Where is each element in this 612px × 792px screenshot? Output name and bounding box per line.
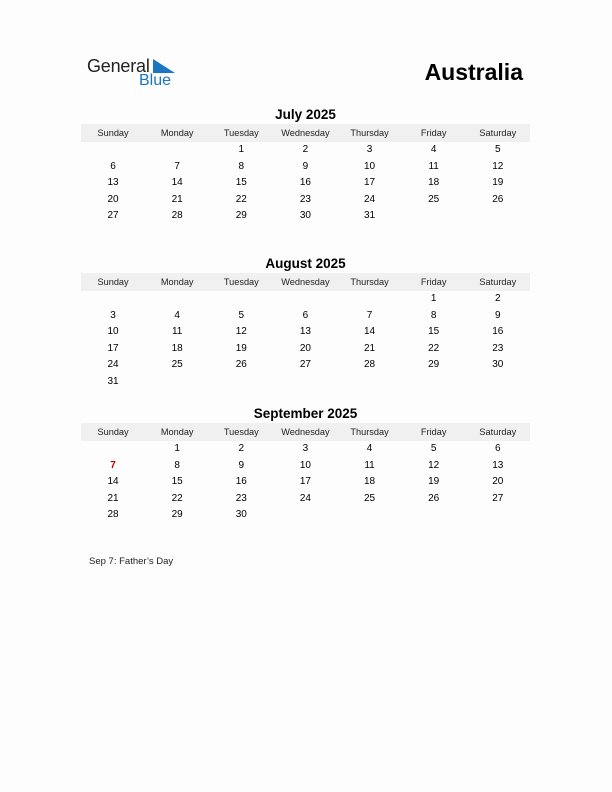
weekday-label: Tuesday — [223, 128, 259, 138]
day-cell — [338, 374, 402, 391]
day-cell — [338, 291, 402, 308]
day-cell: 2 — [302, 144, 309, 155]
weekday-label: Sunday — [97, 427, 129, 437]
day-cell: 11 — [364, 459, 375, 471]
weekday-label: Thursday — [350, 427, 389, 437]
day-cell: 9 — [495, 309, 501, 321]
day-cell: 10 — [299, 459, 311, 471]
week-row — [81, 357, 530, 374]
week-row — [81, 291, 530, 308]
day-cell: 6 — [302, 309, 309, 321]
logo-general: General — [87, 56, 150, 76]
day-cell: 28 — [364, 359, 376, 371]
weekday-label: Sunday — [97, 128, 129, 138]
day-cell: 30 — [299, 210, 311, 222]
day-cell: 30 — [492, 359, 504, 371]
weekday-label: Thursday — [350, 277, 389, 287]
month-title: August 2025 — [265, 256, 346, 271]
day-cell: 7 — [110, 459, 116, 471]
day-cell: 13 — [492, 459, 504, 471]
day-cell: 8 — [430, 309, 437, 321]
day-cell — [145, 291, 209, 308]
day-cell: 26 — [235, 359, 247, 371]
day-cell — [273, 291, 337, 308]
day-cell: 24 — [299, 492, 311, 504]
weekday-label: Tuesday — [223, 427, 259, 437]
weekday-header — [81, 124, 530, 142]
day-cell: 19 — [235, 342, 247, 354]
day-cell: 10 — [364, 160, 376, 172]
month-title: July 2025 — [275, 107, 336, 122]
day-cell: 16 — [235, 476, 247, 488]
month-grid — [81, 273, 530, 391]
week-row — [81, 458, 530, 475]
day-cell: 1 — [430, 293, 437, 304]
day-cell: 14 — [364, 326, 376, 338]
day-cell — [402, 374, 466, 391]
day-cell: 13 — [299, 326, 311, 338]
day-cell: 6 — [495, 443, 501, 454]
day-cell: 4 — [174, 309, 180, 321]
day-cell: 16 — [492, 326, 504, 338]
weekday-label: Sunday — [97, 277, 129, 287]
week-row — [81, 507, 530, 524]
day-cell: 24 — [364, 193, 376, 205]
day-cell: 10 — [107, 326, 119, 338]
day-cell: 1 — [174, 443, 180, 454]
weekday-label: Friday — [420, 427, 447, 437]
day-cell — [209, 291, 273, 308]
weekday-label: Saturday — [479, 427, 517, 437]
day-cell: 28 — [171, 210, 183, 222]
day-cell: 15 — [428, 326, 440, 338]
day-cell — [273, 507, 337, 524]
day-cell: 12 — [235, 326, 247, 338]
day-cell: 22 — [171, 492, 183, 504]
week-row — [81, 491, 530, 508]
day-cell — [81, 441, 145, 458]
day-cell: 30 — [235, 509, 247, 521]
day-cell: 25 — [171, 359, 183, 371]
weekday-label: Tuesday — [223, 277, 259, 287]
day-cell: 12 — [428, 459, 440, 471]
day-cell: 2 — [238, 443, 245, 454]
day-cell: 17 — [107, 342, 119, 354]
day-cell: 24 — [107, 359, 119, 371]
day-cell — [466, 507, 530, 524]
day-cell: 8 — [238, 160, 245, 172]
day-cell: 18 — [364, 476, 376, 488]
day-cell: 13 — [107, 177, 119, 189]
day-cell: 21 — [171, 193, 183, 205]
day-cell: 23 — [235, 492, 247, 504]
week-row — [81, 474, 530, 491]
day-cell: 11 — [171, 326, 183, 338]
day-cell: 3 — [302, 443, 309, 454]
day-cell: 5 — [430, 443, 437, 454]
day-cell: 5 — [238, 309, 245, 321]
day-cell — [209, 374, 273, 391]
day-cell: 23 — [299, 193, 311, 205]
country-title: Australia — [424, 59, 523, 85]
day-cell: 3 — [366, 144, 373, 155]
week-row — [81, 208, 530, 225]
day-cell: 25 — [364, 492, 376, 504]
day-cell: 29 — [171, 509, 183, 521]
weekday-label: Wednesday — [281, 277, 330, 287]
day-cell: 3 — [110, 309, 116, 321]
weekday-label: Thursday — [350, 128, 389, 138]
day-cell: 17 — [299, 476, 311, 488]
weekday-header — [81, 273, 530, 291]
day-cell: 20 — [107, 193, 119, 205]
logo-blue: Blue — [139, 72, 172, 89]
day-cell: 8 — [174, 459, 180, 471]
day-cell: 14 — [107, 476, 119, 488]
month-grid — [81, 124, 530, 225]
day-cell: 26 — [428, 492, 440, 504]
month-grid — [81, 423, 530, 524]
day-cell: 22 — [428, 342, 440, 354]
day-cell: 31 — [364, 210, 376, 222]
day-cell — [402, 507, 466, 524]
week-row — [81, 308, 530, 325]
week-row — [81, 159, 530, 176]
day-cell: 9 — [302, 160, 309, 172]
day-cell: 18 — [428, 177, 440, 189]
day-cell: 15 — [235, 177, 247, 189]
month-july — [81, 106, 530, 225]
week-row — [81, 175, 530, 192]
day-cell: 23 — [492, 342, 504, 354]
day-cell: 17 — [364, 177, 376, 189]
day-cell: 27 — [299, 359, 311, 371]
logo — [87, 56, 187, 92]
week-row — [81, 341, 530, 358]
day-cell: 7 — [366, 309, 373, 321]
day-cell: 9 — [238, 459, 245, 471]
day-cell: 26 — [492, 193, 504, 205]
day-cell: 27 — [492, 492, 504, 504]
month-september — [81, 405, 530, 524]
day-cell: 4 — [430, 144, 437, 155]
day-cell: 22 — [235, 193, 247, 205]
weekday-label: Friday — [420, 128, 447, 138]
day-cell: 28 — [107, 509, 119, 521]
day-cell — [81, 291, 145, 308]
day-cell: 6 — [110, 160, 116, 172]
day-cell: 29 — [428, 359, 440, 371]
weekday-label: Monday — [160, 277, 194, 287]
week-row — [81, 324, 530, 341]
day-cell: 20 — [492, 476, 504, 488]
day-cell: 4 — [366, 443, 373, 454]
weekday-label: Saturday — [479, 277, 517, 287]
day-cell: 27 — [107, 210, 119, 222]
day-cell: 7 — [174, 160, 180, 172]
day-cell: 21 — [107, 492, 119, 504]
day-cell: 5 — [495, 144, 501, 155]
day-cell — [402, 208, 466, 225]
day-cell: 16 — [299, 177, 311, 189]
day-cell: 25 — [428, 193, 440, 205]
day-cell: 12 — [492, 160, 504, 172]
day-cell — [145, 374, 209, 391]
day-cell: 20 — [299, 342, 311, 354]
day-cell: 14 — [171, 177, 183, 189]
day-cell — [81, 142, 145, 159]
day-cell: 2 — [495, 293, 501, 304]
weekday-label: Monday — [160, 128, 194, 138]
day-cell: 11 — [428, 160, 439, 172]
day-cell: 18 — [171, 342, 183, 354]
day-cell — [145, 142, 209, 159]
month-august — [81, 255, 530, 391]
logo-triangle-icon — [153, 59, 175, 73]
holiday-note: Sep 7: Father’s Day — [89, 556, 174, 567]
weekday-label: Friday — [420, 277, 447, 287]
weekday-label: Monday — [160, 427, 194, 437]
day-cell: 15 — [171, 476, 183, 488]
day-cell: 31 — [107, 375, 119, 387]
month-title: September 2025 — [253, 406, 358, 421]
week-row — [81, 192, 530, 209]
day-cell — [466, 374, 530, 391]
day-cell — [338, 507, 402, 524]
week-row — [81, 441, 530, 458]
weekday-label: Wednesday — [281, 128, 330, 138]
day-cell — [466, 208, 530, 225]
day-cell — [273, 374, 337, 391]
weekday-header — [81, 423, 530, 441]
day-cell: 19 — [492, 177, 504, 189]
day-cell: 19 — [428, 476, 440, 488]
week-row — [81, 142, 530, 159]
weekday-label: Saturday — [479, 128, 517, 138]
day-cell: 1 — [238, 144, 245, 155]
weekday-label: Wednesday — [281, 427, 330, 437]
week-row — [81, 374, 530, 391]
day-cell: 29 — [235, 210, 247, 222]
day-cell: 21 — [364, 342, 376, 354]
